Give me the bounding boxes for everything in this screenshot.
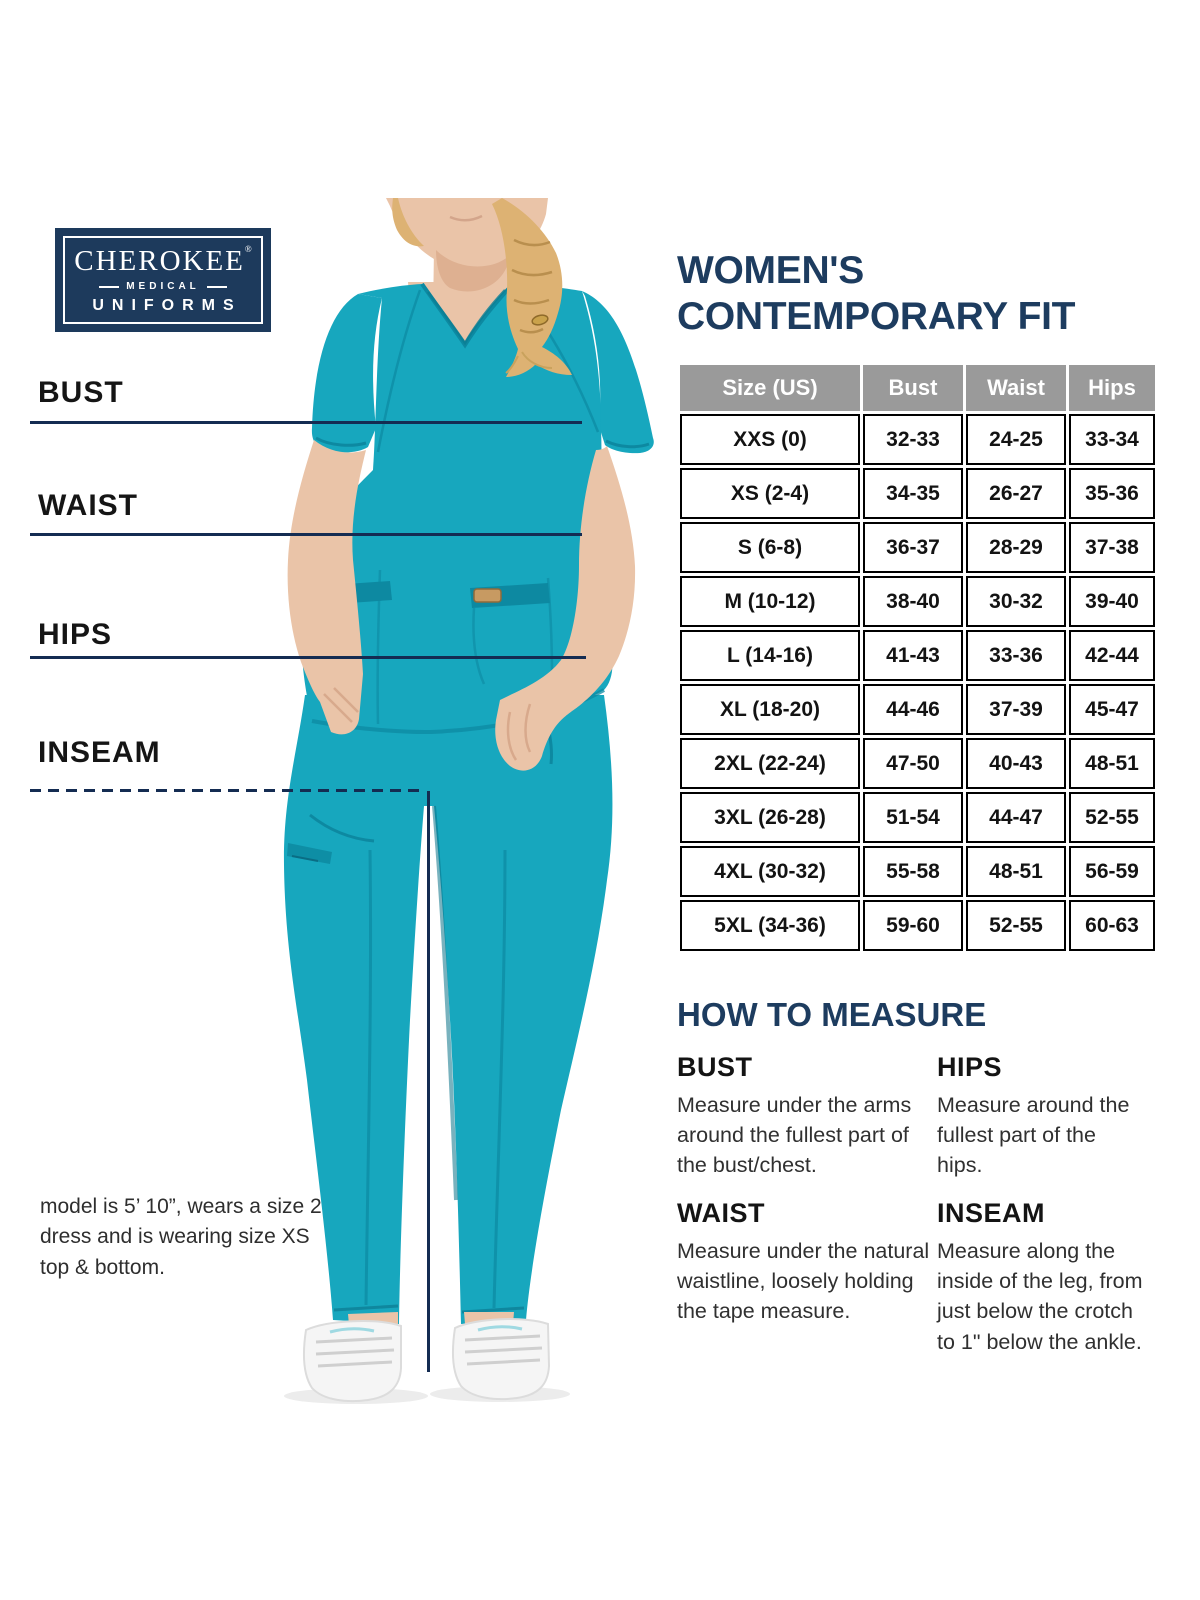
table-cell: 24-25 <box>966 414 1066 465</box>
table-cell: M (10-12) <box>680 576 860 627</box>
table-cell: 55-58 <box>863 846 963 897</box>
left-arm <box>288 440 366 734</box>
measure-item-label: HIPS <box>937 1052 1003 1082</box>
brand-tag <box>474 589 501 602</box>
table-cell: 60-63 <box>1069 900 1155 951</box>
table-cell: 5XL (34-36) <box>680 900 860 951</box>
table-cell: 39-40 <box>1069 576 1155 627</box>
table-cell: 28-29 <box>966 522 1066 573</box>
hips-label: HIPS <box>38 618 113 651</box>
table-cell: 32-33 <box>863 414 963 465</box>
table-cell: 42-44 <box>1069 630 1155 681</box>
table-cell: 37-39 <box>966 684 1066 735</box>
model-figure <box>284 198 654 1404</box>
inseam-guide-line-dashed <box>30 789 422 792</box>
table-cell: 44-47 <box>966 792 1066 843</box>
measure-item-text: Measure along the inside of the leg, from just below the crotch to 1" below the ankle. <box>937 1239 1143 1354</box>
table-cell: 48-51 <box>966 846 1066 897</box>
how-to-measure-heading: HOW TO MEASURE <box>677 996 987 1033</box>
table-cell: 52-55 <box>1069 792 1155 843</box>
table-cell: 44-46 <box>863 684 963 735</box>
title-line1: WOMEN'S <box>677 249 864 292</box>
table-cell: 47-50 <box>863 738 963 789</box>
measure-item-label: INSEAM <box>937 1198 1046 1229</box>
measure-item-text: Measure under the natural waistline, loosely holding the tape measure. <box>677 1239 930 1324</box>
table-cell: XXS (0) <box>680 414 860 465</box>
table-cell: 4XL (30-32) <box>680 846 860 897</box>
model-size-note: model is 5’ 10”, wears a size 2 dress and is wearing size XS top & bottom. <box>40 1195 322 1279</box>
logo-brand-name: CHEROKEE® <box>74 244 252 277</box>
logo-uniforms-text: UNIFORMS <box>92 297 242 314</box>
table-cell: 51-54 <box>863 792 963 843</box>
table-cell: 45-47 <box>1069 684 1155 735</box>
column-header-bust: Bust <box>863 365 963 411</box>
measure-item-text: Measure under the arms around the fullest part of the bust/chest. <box>677 1093 912 1178</box>
table-cell: 3XL (26-28) <box>680 792 860 843</box>
logo-medical-text: MEDICAL <box>126 281 200 292</box>
table-cell: 48-51 <box>1069 738 1155 789</box>
measure-item-label: BUST <box>677 1052 753 1082</box>
title-line2: CONTEMPORARY FIT <box>677 295 1076 339</box>
table-cell: 33-36 <box>966 630 1066 681</box>
bust-label: BUST <box>38 376 124 409</box>
inseam-label: INSEAM <box>38 736 161 769</box>
table-cell: 41-43 <box>863 630 963 681</box>
waist-guide-line <box>30 533 582 536</box>
column-header-hips: Hips <box>1069 365 1155 411</box>
measure-item-label: WAIST <box>677 1198 765 1229</box>
table-cell: 38-40 <box>863 576 963 627</box>
column-header-size: Size (US) <box>680 365 860 411</box>
table-cell: 59-60 <box>863 900 963 951</box>
table-cell: 56-59 <box>1069 846 1155 897</box>
table-cell: 52-55 <box>966 900 1066 951</box>
table-cell: L (14-16) <box>680 630 860 681</box>
waist-label: WAIST <box>38 489 138 522</box>
table-cell: 34-35 <box>863 468 963 519</box>
table-cell: 33-34 <box>1069 414 1155 465</box>
table-cell: 26-27 <box>966 468 1066 519</box>
table-cell: S (6-8) <box>680 522 860 573</box>
table-cell: 36-37 <box>863 522 963 573</box>
registered-mark: ® <box>244 244 252 254</box>
hips-guide-line <box>30 656 586 659</box>
table-cell: 30-32 <box>966 576 1066 627</box>
table-cell: 2XL (22-24) <box>680 738 860 789</box>
measure-item-text: Measure around the fullest part of the hips. <box>937 1093 1130 1178</box>
table-cell: 40-43 <box>966 738 1066 789</box>
table-cell: 35-36 <box>1069 468 1155 519</box>
inseam-vertical-line <box>427 791 430 1372</box>
table-cell: XS (2-4) <box>680 468 860 519</box>
column-header-waist: Waist <box>966 365 1066 411</box>
bust-guide-line <box>30 421 582 424</box>
table-cell: 37-38 <box>1069 522 1155 573</box>
table-cell: XL (18-20) <box>680 684 860 735</box>
